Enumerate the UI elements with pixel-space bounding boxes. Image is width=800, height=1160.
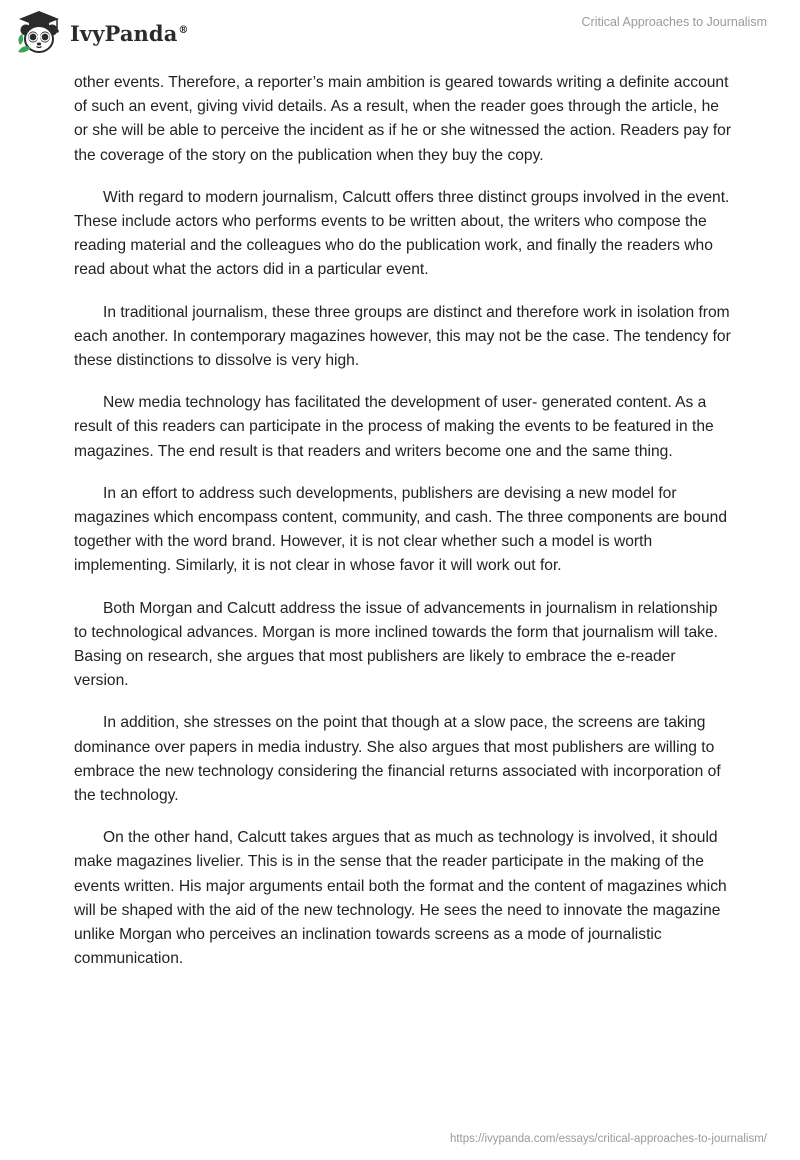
document-title: Critical Approaches to Journalism	[581, 15, 767, 29]
page-header	[0, 0, 800, 70]
registered-mark: ®	[178, 24, 189, 36]
paragraph: other events. Therefore, a reporter’s main ambition is geared towards writing a definite account of such an event, giving vivid details. As a result, when the reader goes through the article, he or she will be able to perceive the incident as if he or she witnessed the action. Readers pay for the coverage of the story on the publication when they buy the copy.	[74, 74, 732, 164]
paragraph: Both Morgan and Calcutt address the issue of advancements in journalism in relationship to technological advances. Morgan is more inclined towards the form that journalism will take. Basing on research, she argues that most publishers are likely to embrace the e-reader version.	[74, 599, 718, 690]
brand-name	[70, 21, 189, 46]
paragraph: New media technology has facilitated the development of user- generated content. As a result of this readers can participate in the process of making the events to be featured in the magazines. The end result is that readers and writers become one and the same thing.	[74, 394, 714, 460]
essay-body	[74, 71, 734, 990]
paragraph: In traditional journalism, these three groups are distinct and therefore work in isolation from each another. In contemporary magazines however, this may not be the case. The tendency for these distinctions to dissolve is very high.	[74, 303, 731, 370]
paragraph: On the other hand, Calcutt takes argues that as much as technology is involved, it should make magazines livelier. This is in the sense that the reader participate in the making of the events written. His major arguments entail both the format and the content of magazines which will be shaped with the aid of the new technology. He sees the need to innovate the magazine unlike Morgan who perceives an inclination towards screens as a mode of journalistic communication.	[74, 829, 727, 968]
paragraph: In addition, she stresses on the point that though at a slow pace, the screens are taking dominance over papers in media industry. She also argues that most publishers are willing to embrace the new technology considering the financial returns associated with incorporation of the technology.	[74, 714, 721, 805]
brand-text: IvyPanda	[70, 20, 178, 46]
paragraph: With regard to modern journalism, Calcutt offers three distinct groups involved in the event. These include actors who performs events to be written about, the writers who compose the reading material and the colleagues who do the publication work, and finally the readers who read about what the actors did in a particular event.	[74, 188, 730, 279]
source-url[interactable]: https://ivypanda.com/essays/critical-approaches-to-journalism/	[449, 1133, 767, 1145]
paragraph: In an effort to address such developments, publishers are devising a new model for magazines which encompass content, community, and cash. The three components are bound together with the word brand. However, it is not clear whether such a model is worth implementing. Similarly, it is not clear in whose favor it will work out for.	[74, 484, 727, 575]
ivypanda-logo[interactable]	[14, 8, 189, 58]
panda-graduate-icon	[14, 8, 64, 58]
